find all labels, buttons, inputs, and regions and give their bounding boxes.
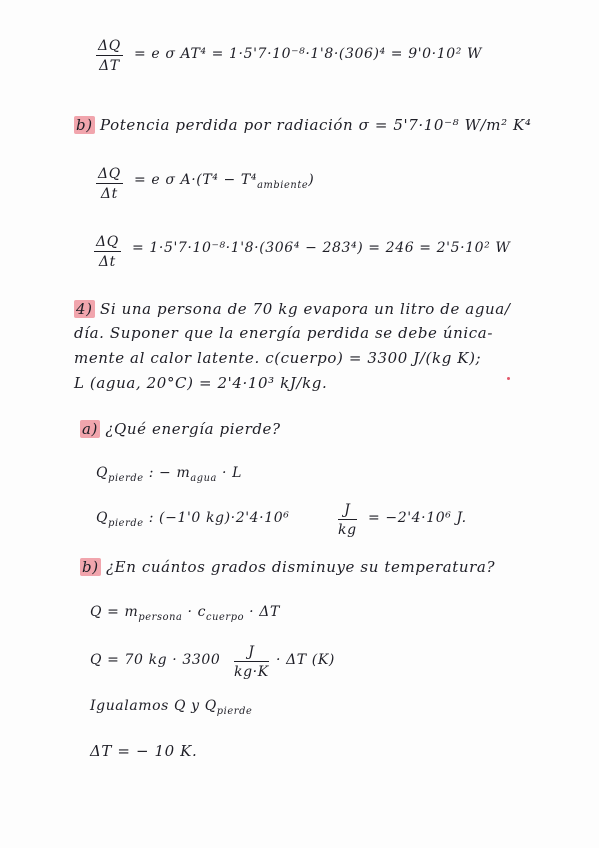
calc-values: : (−1'0 kg)·2'4·10⁶ [143, 510, 290, 526]
heat-q: Q = m [90, 604, 139, 620]
problem-4-text: Si una persona de 70 kg evapora un litro de agua/ [94, 300, 511, 318]
equate-statement [90, 698, 252, 717]
net-radiation-formula [134, 172, 314, 191]
section-label-a: a) [82, 420, 98, 438]
section-a-text: ¿Qué energía pierde? [100, 420, 281, 438]
problem-4-line-1 [74, 300, 511, 318]
energy-loss-calc-start [96, 510, 289, 529]
fraction-j-kg [338, 502, 357, 538]
fraction-denominator: kg·K [234, 664, 269, 680]
heat-dt: · ΔT [244, 604, 280, 620]
fraction-numerator: J [234, 644, 269, 662]
heat-c: · c [182, 604, 207, 620]
section-label-b: b) [76, 116, 93, 134]
formula-subscript-2: agua [190, 472, 217, 484]
fraction-j-kgk [234, 644, 269, 680]
heat-subscript-2: cuerpo [206, 611, 245, 623]
fraction-numerator: ΔQ [98, 166, 121, 182]
formula-q: Q [96, 465, 109, 481]
fraction-denominator: Δt [100, 186, 118, 202]
net-radiation-result: = 1·5'7·10⁻⁸·1'8·(306⁴ − 283⁴) = 246 = 2'5·10² W [132, 240, 511, 256]
formula-subscript: ambiente [257, 179, 309, 191]
problem-4-line-3: mente al calor latente. c(cuerpo) = 3300 J/(kg K); [74, 349, 482, 367]
fraction-dq-dt-3 [94, 234, 121, 270]
fraction-dq-dt [96, 38, 123, 74]
heat-calc-start: Q = 70 kg · 3300 [90, 652, 221, 668]
formula-close: ) [308, 172, 315, 188]
heat-calc-end: · ΔT (K) [276, 652, 335, 668]
fraction-numerator: ΔQ [96, 234, 119, 250]
formula-text: = e σ A·(T⁴ − T⁴ [134, 172, 258, 188]
red-ink-dot [507, 377, 510, 380]
energy-loss-formula [96, 465, 242, 484]
section-b2-text: ¿En cuántos grados disminuye su temperatura? [100, 558, 496, 576]
radiation-emitted-equation: = e σ AT⁴ = 1·5'7·10⁻⁸·1'8·(306)⁴ = 9'0·10² W [134, 46, 482, 62]
temperature-result: ΔT = − 10 K. [90, 742, 198, 760]
section-b2-heading [80, 558, 495, 576]
formula-mass: : − m [143, 465, 191, 481]
section-label-b2: b) [82, 558, 99, 576]
fraction-dq-dt-2 [96, 166, 123, 202]
problem-4-line-2: día. Suponer que la energía perdida se debe única- [74, 324, 493, 342]
fraction-numerator: ΔQ [98, 38, 121, 54]
calc-subscript: pierde [108, 517, 144, 529]
section-b-heading [74, 116, 531, 134]
equate-subscript: pierde [216, 705, 253, 717]
energy-loss-result: = −2'4·10⁶ J. [368, 510, 467, 526]
equate-text: Igualamos Q y Q [90, 698, 217, 714]
problem-label-4: 4) [76, 300, 93, 318]
section-b-text: Potencia perdida por radiación σ = 5'7·10⁻⁸ W/m² K⁴ [94, 116, 532, 134]
problem-4-line-4: L (agua, 20°C) = 2'4·10³ kJ/kg. [74, 374, 328, 392]
formula-end: · L [217, 465, 243, 481]
calc-q: Q [96, 510, 109, 526]
fraction-denominator: Δt [98, 254, 116, 270]
heat-formula [90, 604, 280, 623]
fraction-numerator: J [338, 502, 357, 520]
fraction-denominator: ΔT [99, 58, 120, 74]
formula-subscript: pierde [108, 472, 144, 484]
section-a-heading [80, 420, 281, 438]
heat-subscript: persona [138, 611, 183, 623]
fraction-denominator: kg [338, 522, 357, 538]
